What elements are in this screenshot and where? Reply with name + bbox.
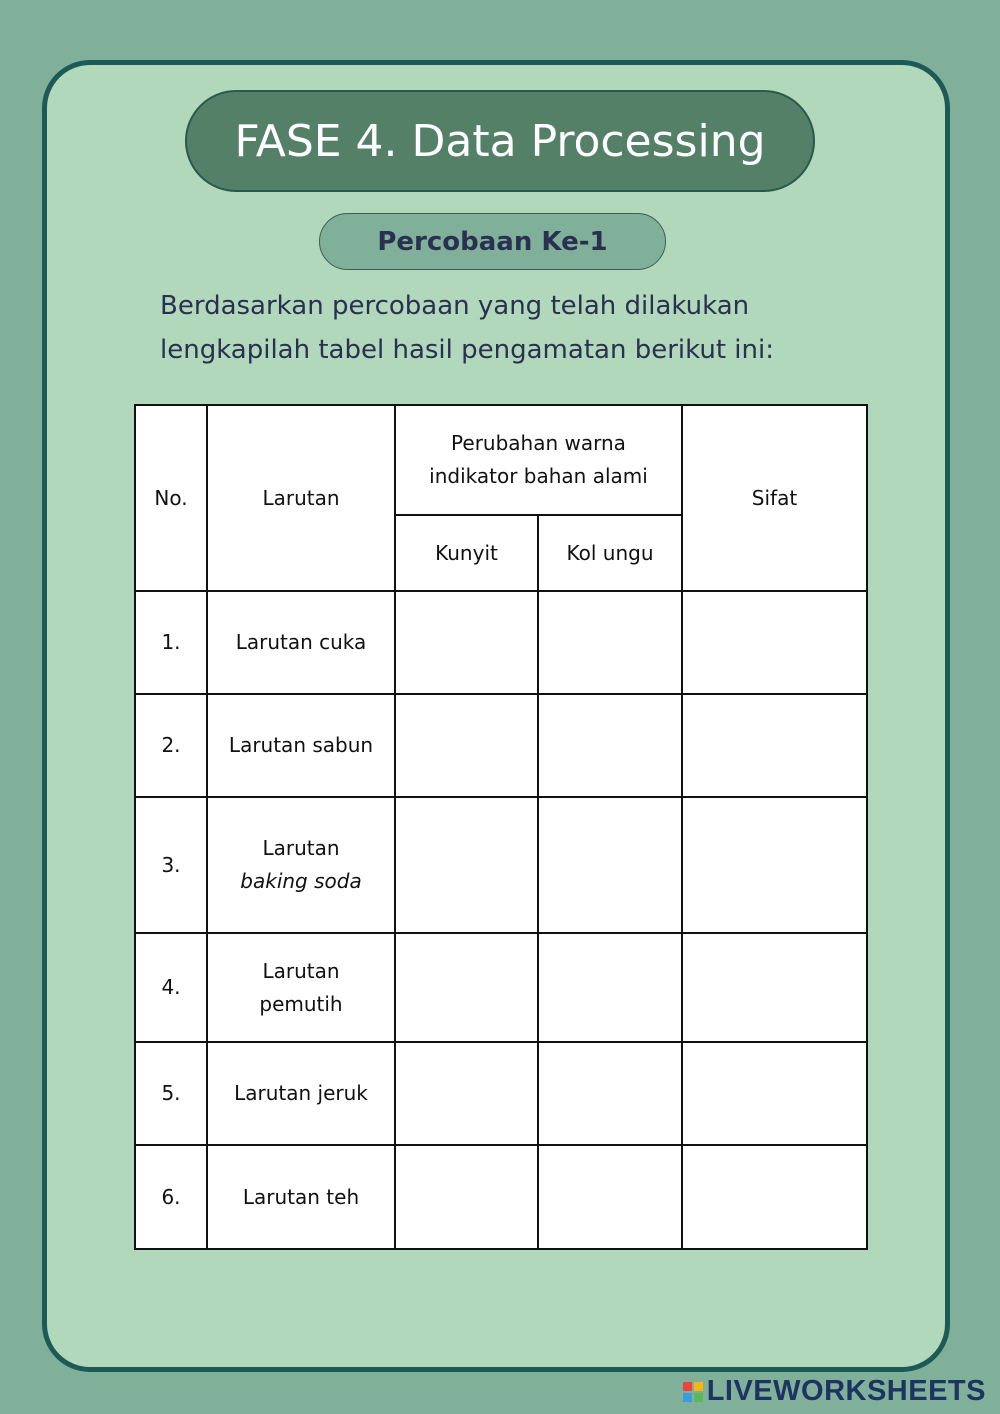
instruction-line-1: Berdasarkan percobaan yang telah dilakukan [160, 291, 750, 321]
experiment-label-text: Percobaan Ke-1 [377, 226, 608, 257]
logo-square-yellow [694, 1382, 703, 1391]
liveworksheets-wordmark: LIVEWORKSHEETS [706, 1375, 986, 1407]
cell-kunyit[interactable] [395, 1145, 538, 1249]
row-larutan: Larutan cuka [207, 591, 395, 694]
liveworksheets-watermark [683, 1375, 986, 1408]
logo-square-green [694, 1393, 703, 1402]
row-larutan: Larutan sabun [207, 694, 395, 797]
cell-sifat[interactable] [682, 933, 867, 1042]
table-row [135, 1145, 867, 1249]
liveworksheets-logo-icon [683, 1382, 703, 1402]
cell-kol-ungu[interactable] [538, 694, 682, 797]
row-larutan-line-1: Larutan [262, 958, 340, 983]
row-larutan-line-1: Larutan [262, 836, 340, 860]
cell-sifat[interactable] [682, 1145, 867, 1249]
table-row [135, 1042, 867, 1145]
observation-table [134, 404, 868, 1250]
header-perubahan-warna: Perubahan warna indikator bahan alami [395, 405, 682, 515]
cell-kol-ungu[interactable] [538, 1042, 682, 1145]
row-number: 5. [135, 1042, 207, 1145]
instruction-text [160, 284, 880, 372]
cell-kunyit[interactable] [395, 933, 538, 1042]
row-number: 1. [135, 591, 207, 694]
cell-kol-ungu[interactable] [538, 797, 682, 933]
table-row [135, 694, 867, 797]
header-kunyit: Kunyit [395, 515, 538, 591]
row-number: 3. [135, 797, 207, 933]
instruction-line-2: lengkapilah tabel hasil pengamatan berikut ini: [160, 335, 774, 365]
row-larutan: Larutan teh [207, 1145, 395, 1249]
cell-kol-ungu[interactable] [538, 933, 682, 1042]
logo-square-red [683, 1382, 692, 1391]
cell-sifat[interactable] [682, 694, 867, 797]
table-row [135, 591, 867, 694]
cell-kunyit[interactable] [395, 797, 538, 933]
row-larutan-line-2: pemutih [259, 991, 343, 1016]
row-larutan [207, 933, 395, 1042]
cell-kol-ungu[interactable] [538, 1145, 682, 1249]
row-number: 6. [135, 1145, 207, 1249]
table-header-row [135, 405, 867, 515]
logo-square-blue [683, 1393, 692, 1402]
cell-sifat[interactable] [682, 797, 867, 933]
row-larutan [207, 797, 395, 933]
cell-kunyit[interactable] [395, 591, 538, 694]
row-number: 2. [135, 694, 207, 797]
cell-sifat[interactable] [682, 1042, 867, 1145]
header-larutan: Larutan [207, 405, 395, 591]
row-larutan: Larutan jeruk [207, 1042, 395, 1145]
header-sifat: Sifat [682, 405, 867, 591]
row-number: 4. [135, 933, 207, 1042]
row-larutan-line-2: baking soda [240, 869, 362, 893]
header-kol-ungu: Kol ungu [538, 515, 682, 591]
page-title [185, 90, 815, 192]
header-no: No. [135, 405, 207, 591]
table-row [135, 797, 867, 933]
cell-sifat[interactable] [682, 591, 867, 694]
cell-kol-ungu[interactable] [538, 591, 682, 694]
page-title-text: FASE 4. Data Processing [234, 115, 766, 167]
table-row [135, 933, 867, 1042]
experiment-label [319, 213, 666, 270]
cell-kunyit[interactable] [395, 1042, 538, 1145]
cell-kunyit[interactable] [395, 694, 538, 797]
